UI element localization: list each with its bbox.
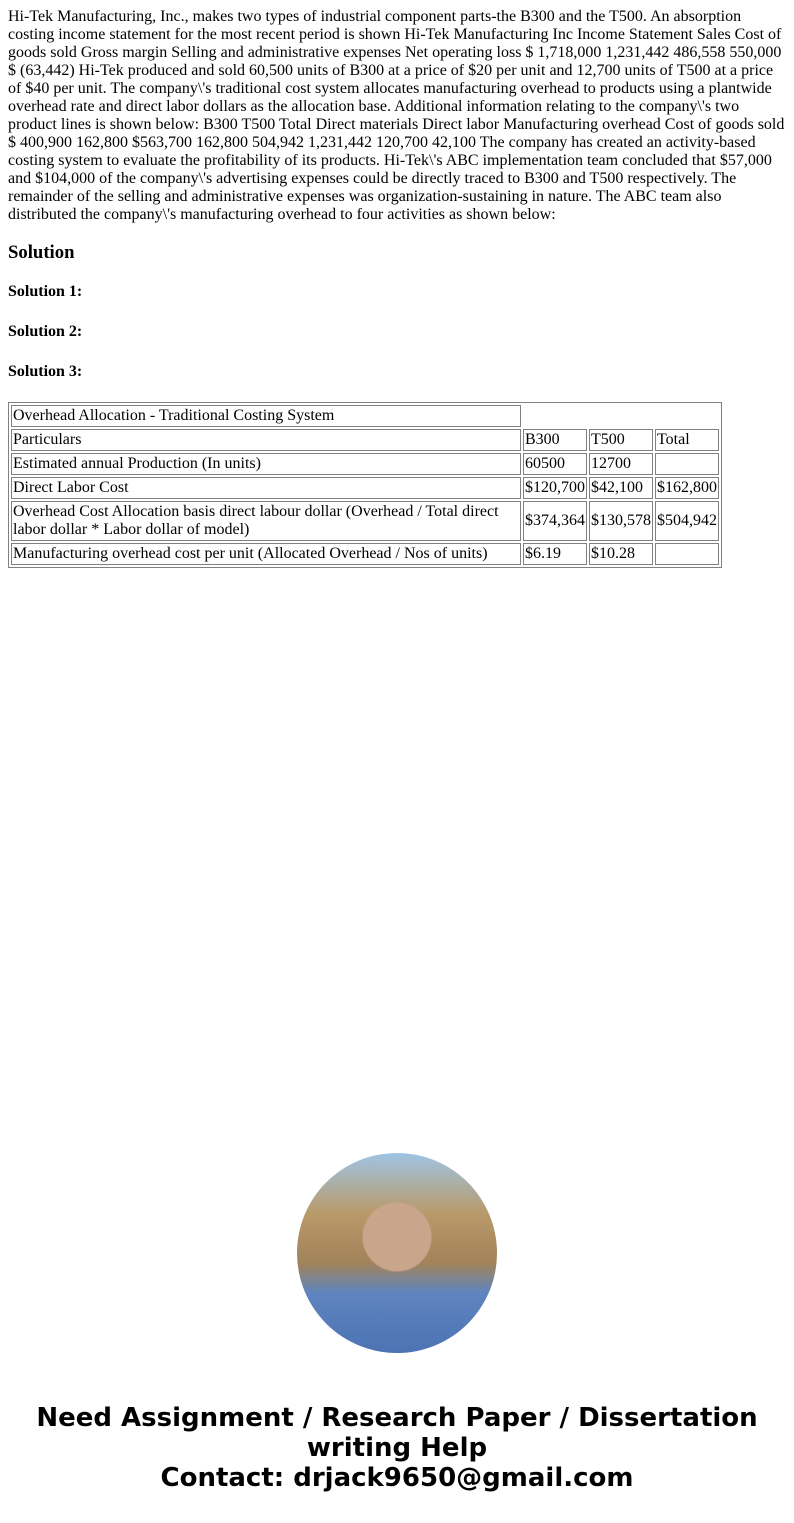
table-cell: Manufacturing overhead cost per unit (Allocated Overhead / Nos of units) xyxy=(11,543,521,565)
table-cell xyxy=(655,543,719,565)
table-row xyxy=(11,501,719,541)
table-cell: Particulars xyxy=(11,429,521,451)
question-text: Hi-Tek Manufacturing, Inc., makes two types of industrial component parts-the B300 and the T500. An absorption costing income statement for the most recent period is shown Hi-Tek Manufacturing Inc Income Statement Sales Cost of goods sold Gross margin Selling and administrative expenses Net operating loss $ 1,718,000 1,231,442 486,558 550,000 $ (63,442) Hi-Tek produced and sold 60,500 units of B300 at a price of $20 per unit and 12,700 units of T500 at a price of $40 per unit. The company\'s traditional cost system allocates manufacturing overhead to products using a plantwide overhead rate and direct labor dollars as the allocation base. Additional information relating to the company\'s two product lines is shown below: B300 T500 Total Direct materials Direct labor Manufacturing overhead Cost of goods sold $ 400,900 162,800 $563,700 162,800 504,942 1,231,442 120,700 42,100 The company has created an activity-based costing system to evaluate the profitability of its products. Hi-Tek\'s ABC implementation team concluded that $57,000 and $104,000 of the company\'s advertising expenses could be directly traced to B300 and T500 respectively. The remainder of the selling and administrative expenses was organization-sustaining in nature. The ABC team also distributed the company\'s manufacturing overhead to four activities as shown below: xyxy=(8,8,785,223)
solution-2-label: Solution 2: xyxy=(8,323,83,340)
table-cell: 12700 xyxy=(589,453,653,475)
table-cell: $42,100 xyxy=(589,477,653,499)
table-cell: Total xyxy=(655,429,719,451)
table-cell: $10.28 xyxy=(589,543,653,565)
table-cell: Overhead Cost Allocation basis direct labour dollar (Overhead / Total direct labor dollar * Labor dollar of model) xyxy=(11,501,521,541)
table-cell: $504,942 xyxy=(655,501,719,541)
solution-3-label: Solution 3: xyxy=(8,363,83,380)
table-row xyxy=(11,405,719,427)
table-row xyxy=(11,429,719,451)
contact-text: Contact: drjack9650@gmail.com xyxy=(160,1463,634,1493)
footer xyxy=(0,1153,794,1493)
solution-heading: Solution xyxy=(8,242,75,263)
help-text: Need Assignment / Research Paper / Dissertation writing Help xyxy=(36,1403,758,1463)
table-cell: T500 xyxy=(589,429,653,451)
table-row xyxy=(11,477,719,499)
table-cell: Direct Labor Cost xyxy=(11,477,521,499)
table-cell: B300 xyxy=(523,429,587,451)
table-cell: Estimated annual Production (In units) xyxy=(11,453,521,475)
table-row xyxy=(11,543,719,565)
table-row xyxy=(11,453,719,475)
overhead-allocation-table xyxy=(8,402,722,568)
tutor-avatar-photo xyxy=(297,1153,497,1353)
table-cell: $6.19 xyxy=(523,543,587,565)
table-cell: $120,700 xyxy=(523,477,587,499)
table-cell: $162,800 xyxy=(655,477,719,499)
help-banner xyxy=(0,1403,794,1493)
table-cell: 60500 xyxy=(523,453,587,475)
table-cell: $374,364 xyxy=(523,501,587,541)
solution-1-label: Solution 1: xyxy=(8,283,83,300)
table-title: Overhead Allocation - Traditional Costing System xyxy=(11,405,521,427)
table-cell xyxy=(655,453,719,475)
table-cell: $130,578 xyxy=(589,501,653,541)
